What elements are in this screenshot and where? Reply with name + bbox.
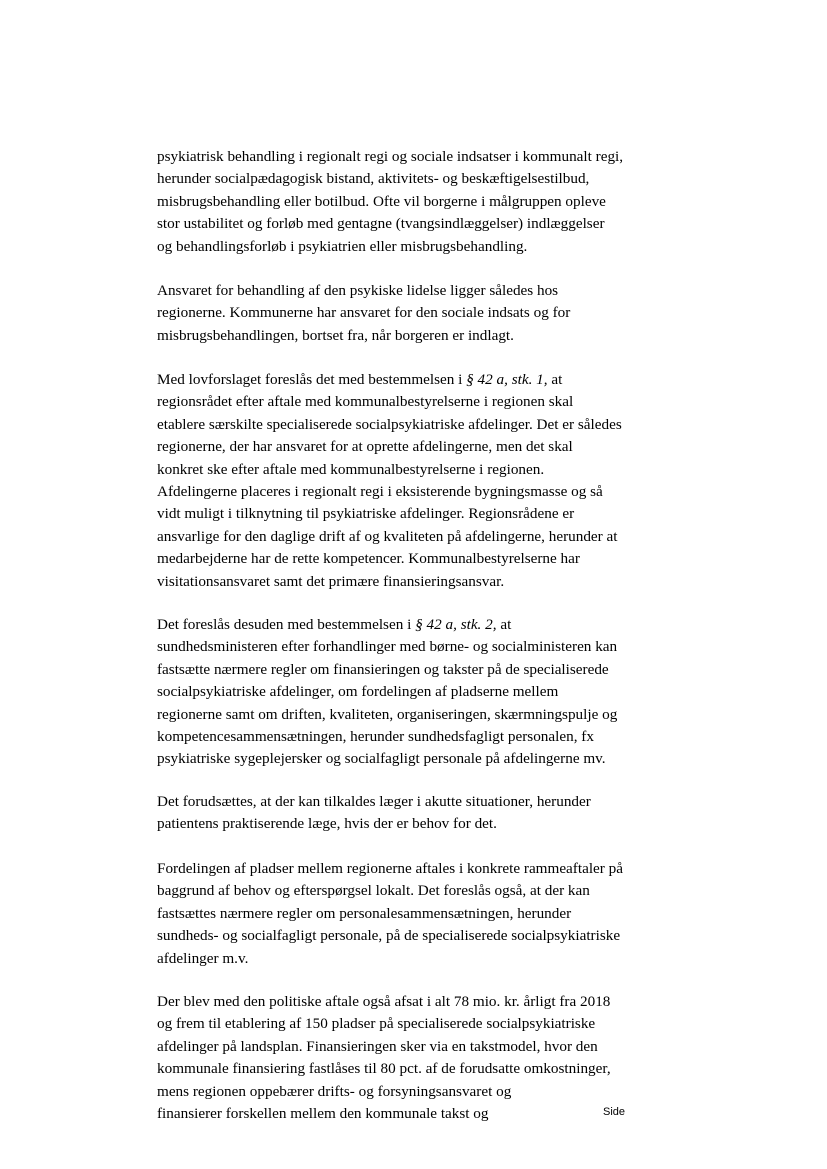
text-line: finansierer forskellen mellem den kommunale takst og <box>157 1105 489 1123</box>
page-footer-label: Side <box>603 1106 626 1118</box>
text-line: psykiatrisk behandling i regionalt regi og sociale indsatser i kommunalt regi, <box>157 148 624 165</box>
text-line: Afdelingerne placeres i regionalt regi i eksisterende bygningsmasse og så <box>157 483 603 501</box>
text-line: misbrugsbehandling eller botilbud. Ofte vil borgerne i målgruppen opleve <box>157 192 606 210</box>
text-line: regionerne. Kommunerne har ansvaret for den sociale indsats og for <box>157 304 571 322</box>
text-line <box>157 369 622 391</box>
text-line: stor ustabilitet og forløb med gentagne (tvangsindlæggelser) indlæggelser <box>157 215 605 233</box>
text-line: afdelinger på landsplan. Finansieringen sker via en takstmodel, hvor den <box>157 1037 598 1055</box>
text-line: og behandlingsforløb i psykiatrien eller misbrugsbehandling. <box>157 237 528 255</box>
text-line: baggrund af behov og efterspørgsel lokalt. Det foreslås også, at der kan <box>157 882 590 900</box>
law-reference: § 42 a, stk. 1, <box>466 371 548 388</box>
paragraph-place-distribution <box>157 858 623 970</box>
text-line: kommunale finansiering fastlåses til 80 pct. af de forudsatte omkostninger, <box>157 1060 611 1078</box>
paragraph-treatment-context <box>157 146 623 258</box>
paragraph-financing <box>157 991 611 1125</box>
text-line: fastsættes nærmere regler om personalesammensætningen, herunder <box>157 904 572 922</box>
text-line: sundhedsministeren efter forhandlinger med børne- og socialministeren kan <box>157 638 618 656</box>
text-line: sundheds- og socialfagligt personale, på de specialiserede socialpsykiatriske <box>157 927 621 945</box>
text-line: regionsrådet efter aftale med kommunalbestyrelserne i regionen skal <box>157 393 574 411</box>
text-line: psykiatriske sygeplejersker og socialfagligt personale på afdelingerne mv. <box>157 750 606 768</box>
text-segment: Med lovforslaget foreslås det med bestemmelsen i <box>157 371 467 388</box>
text-line: medarbejderne har de rette kompetencer. Kommunalbestyrelserne har <box>157 550 580 568</box>
text-line: patientens praktiserende læge, hvis der er behov for det. <box>157 815 497 833</box>
text-line: socialpsykiatriske afdelinger, om fordelingen af pladserne mellem <box>157 683 559 701</box>
text-line: mens regionen oppebærer drifts- og forsyningsansvaret og <box>157 1082 512 1100</box>
text-line: Det forudsættes, at der kan tilkaldes læger i akutte situationer, herunder <box>157 793 591 810</box>
text-line: fastsætte nærmere regler om finansieringen og takster på de specialiserede <box>157 660 609 678</box>
text-line: konkret ske efter aftale med kommunalbestyrelserne i regionen. <box>157 460 545 478</box>
text-line: etablere særskilte specialiserede socialpsykiatriske afdelinger. Det er således <box>157 415 622 433</box>
paragraph-section-42a-stk2 <box>157 614 617 771</box>
text-line: visitationsansvaret samt det primære finansieringsansvar. <box>157 572 505 590</box>
text-line: herunder socialpædagogisk bistand, aktivitets- og beskæftigelsestilbud, <box>157 170 590 188</box>
text-line: Ansvaret for behandling af den psykiske lidelse ligger således hos <box>157 282 559 299</box>
law-reference: § 42 a, stk. 2, <box>415 616 497 633</box>
text-segment: Det foreslås desuden med bestemmelsen i <box>157 616 416 633</box>
text-line: regionerne, der har ansvaret for at oprette afdelingerne, men det skal <box>157 438 573 456</box>
text-segment: at <box>496 616 512 633</box>
text-line: kompetencesammensætningen, herunder sundhedsfagligt personalen, fx <box>157 728 594 746</box>
text-line: Der blev med den politiske aftale også afsat i alt 78 mio. kr. årligt fra 2018 <box>157 993 611 1010</box>
text-line: og frem til etablering af 150 pladser på specialiserede socialpsykiatriske <box>157 1015 596 1033</box>
text-line: afdelinger m.v. <box>157 949 249 967</box>
text-line <box>157 614 617 636</box>
paragraph-doctors <box>157 791 591 836</box>
text-line: ansvarlige for den daglige drift af og kvaliteten på afdelingerne, herunder at <box>157 527 618 545</box>
text-line: vidt muligt i tilknytning til psykiatriske afdelinger. Regionsrådene er <box>157 505 575 523</box>
text-line: Fordelingen af pladser mellem regionerne aftales i konkrete rammeaftaler på <box>157 860 623 877</box>
text-line: regionerne samt om driften, kvaliteten, organiseringen, skærmningspulje og <box>157 705 618 723</box>
text-segment: at <box>547 371 563 388</box>
text-line: misbrugsbehandlingen, bortset fra, når borgeren er indlagt. <box>157 326 514 344</box>
paragraph-section-42a-stk1 <box>157 369 622 593</box>
paragraph-responsibility <box>157 280 570 347</box>
